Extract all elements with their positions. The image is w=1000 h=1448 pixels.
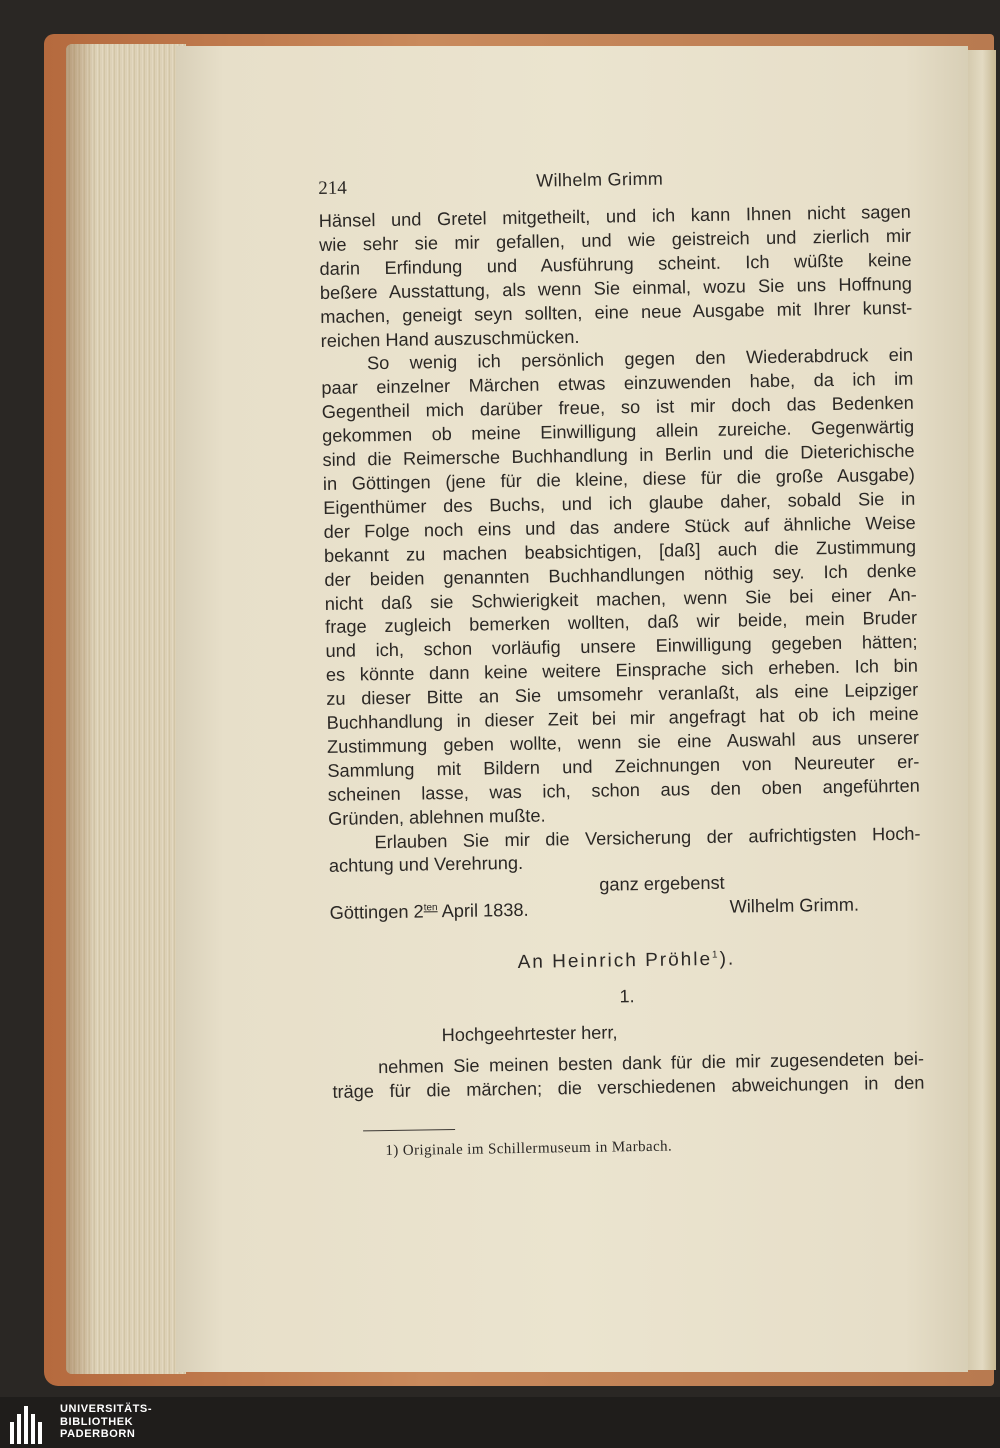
letter-number: 1.	[619, 986, 635, 1007]
text-line: frage zugleich bemerken wollten, daß wir beide, mein Bruder	[325, 608, 918, 638]
logo-line-2: BIBLIOTHEK	[60, 1415, 134, 1428]
dateline	[330, 900, 529, 924]
library-logo-icon	[8, 1404, 52, 1444]
footnote-ref: 1	[711, 949, 720, 961]
logo-line-3: PADERBORN	[60, 1428, 136, 1440]
text-line: Eigenthümer des Buchs, und ich glaube daher, sobald Sie in	[323, 488, 916, 518]
text-line: So wenig ich persönlich gegen den Wiederabdruck ein	[366, 345, 914, 374]
text-line: nehmen Sie meinen besten dank für die mir zugesendeten bei-	[377, 1048, 925, 1078]
paragraph-2	[321, 344, 920, 831]
text-line: scheinen lasse, was ich, schon aus den oben angeführten	[327, 775, 920, 805]
text-line: Gründen, ablehnen mußte.	[328, 805, 546, 829]
page-edges-shadow	[66, 44, 96, 1374]
running-head: Wilhelm Grimm	[536, 168, 664, 191]
text-line: wie sehr sie mir gefallen, und wie geistreich und zierlich mir	[319, 225, 912, 255]
date-place: Göttingen 2	[329, 901, 424, 924]
footnote-divider	[363, 1129, 455, 1131]
text-line: paar einzelner Märchen etwas einzuwenden habe, da ich im	[321, 369, 914, 399]
date-day-suffix: ten	[423, 902, 438, 914]
page-text	[318, 161, 925, 1161]
footnote: 1) Originale im Schillermuseum in Marbach.	[385, 1138, 673, 1160]
text-line: es könnte dann keine weitere Einsprache sich erheben. Ich bin	[325, 655, 919, 686]
text-line: Zustimmung geben wollte, wenn sie eine Auswahl aus unserer	[326, 727, 920, 757]
text-line: darin Erfindung und Ausführung scheint. Ich wüßte keine	[319, 249, 912, 279]
text-line: nicht daß sie Schwierigkeit machen, wenn Sie bei einer An-	[324, 584, 917, 614]
text-line: Erlauben Sie mir die Versicherung der aufrichtigsten Hoch-	[374, 823, 921, 852]
text-line: reichen Hand auszuschmücken.	[320, 326, 580, 351]
signature: Wilhelm Grimm.	[729, 894, 860, 917]
text-line: beßere Ausstattung, als wenn Sie einmal, wozu Sie uns Hoffnung	[319, 273, 913, 303]
logo-line-1: UNIVERSITÄTS-	[60, 1403, 153, 1415]
section-heading-end: ).	[719, 948, 736, 971]
text-line: Hänsel und Gretel mitgetheilt, und ich kann Ihnen nicht sagen	[318, 201, 911, 231]
text-line: machen, geneigt seyn sollten, eine neue Ausgabe mit Ihrer kunst-	[320, 297, 913, 327]
text-line: träge für die märchen; die verschiedenen abweichungen in den	[332, 1072, 925, 1103]
library-logo	[6, 1402, 206, 1444]
text-line: und ich, schon vorläufig unsere Einwilligung gegeben hätten;	[325, 631, 918, 662]
text-line: Gegentheil mich darüber freue, so ist mir doch das Bedenken	[321, 392, 914, 423]
text-line: Buchhandlung in dieser Zeit bei mir angefragt hat ob ich meine	[326, 703, 919, 733]
text-line: achtung und Verehrung.	[328, 853, 524, 877]
text-line: zu dieser Bitte an Sie umsomehr veranlaßt, als eine Leipziger	[326, 679, 919, 710]
section-heading	[330, 946, 922, 985]
library-logo-text	[60, 1403, 152, 1441]
section-heading-text: An Heinrich Pröhle	[517, 949, 713, 974]
valediction: ganz ergebenst	[599, 873, 725, 896]
text-line: der Folge noch eins und das andere Stück auf ähnliche Weise	[323, 512, 916, 542]
text-line: bekannt zu machen beabsichtigen, [daß] auch die Zustimmung	[323, 536, 917, 566]
text-line: der beiden genannten Buchhandlungen nöthig sey. Ich denke	[324, 560, 917, 590]
page-number: 214	[318, 177, 347, 199]
text-line: sind die Reimersche Buchhandlung in Berlin und die Dieterichische	[322, 440, 915, 471]
paragraph-1	[319, 201, 913, 354]
text-line: Sammlung mit Bildern und Zeichnungen von Neureuter er-	[327, 751, 920, 781]
paragraph-4	[332, 1048, 925, 1105]
salutation: Hochgeehrtester herr,	[441, 1022, 618, 1046]
text-line: in Göttingen (jene für die kleine, diese für die große Ausgabe)	[322, 464, 916, 494]
date-rest: April 1838.	[437, 900, 529, 922]
text-line: gekommen ob meine Einwilligung allein zureiche. Gegenwärtig	[322, 416, 915, 447]
